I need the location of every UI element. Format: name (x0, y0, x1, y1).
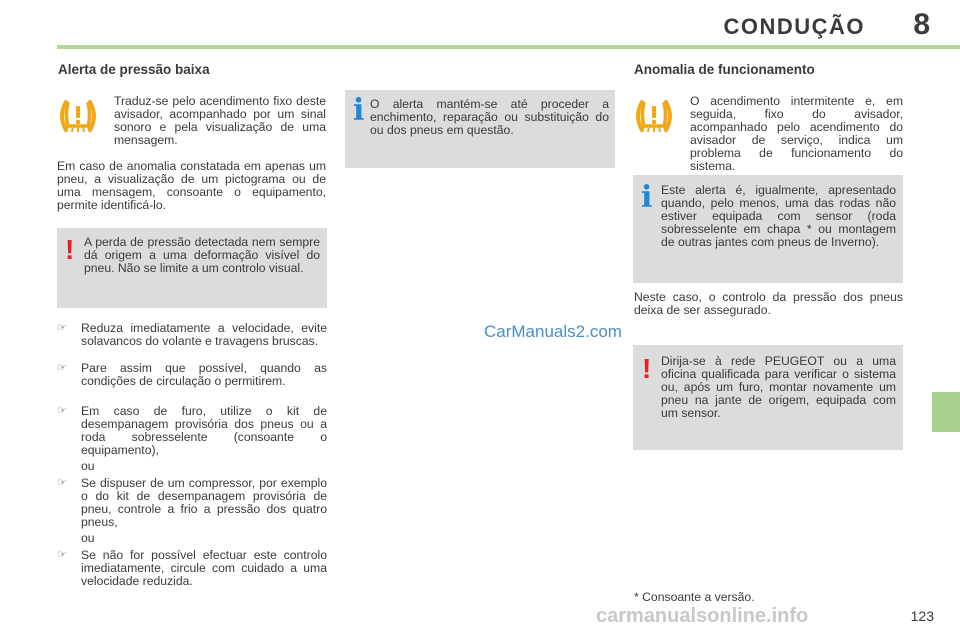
info-icon: i (641, 180, 653, 215)
list-item-text: Se dispuser de um compressor, por exemplo o do kit de desempanagem provisória de pneu, controle a frio a pressão dos quatro pneus, (81, 476, 327, 529)
low-pressure-intro: Traduz-se pelo acendimento fixo deste avisador, acompanhado por um sinal sonoro e pela visualização de uma mensagem. (114, 94, 326, 147)
info-box-right (633, 175, 903, 283)
page-number: 123 (910, 608, 934, 624)
info-icon: i (353, 93, 365, 128)
warning-box-left (57, 228, 327, 308)
warning-box-right-text: Dirija-se à rede PEUGEOT ou a uma oficina qualificada para verificar o sistema ou, após um furo, montar novamente um pneu na jante de origem, equipada com um sensor. (661, 354, 896, 420)
watermark: CarManuals2.com (484, 322, 622, 341)
malfunction-paragraph: Neste caso, o controlo da pressão dos pneus deixa de ser assegurado. (634, 290, 903, 317)
hand-pointer-icon: ☞ (57, 362, 67, 374)
warning-icon: ! (65, 234, 75, 265)
chapter-number: 8 (913, 8, 930, 41)
info-box-middle (345, 90, 615, 168)
tyre-pressure-warning-icon (56, 96, 100, 136)
hand-pointer-icon: ☞ (57, 322, 67, 334)
info-box-right-text: Este alerta é, igualmente, apresentado quando, pelo menos, uma das rodas não estiver equipada com sensor (roda sobresselente em chapa * ou montagem de outras jantes com pneus de Inverno). (661, 183, 896, 249)
warning-icon: ! (642, 353, 652, 384)
list-item (57, 549, 327, 589)
list-item (57, 405, 327, 457)
list-item-text: Reduza imediatamente a velocidade, evite solavancos do volante e travagens bruscas. (81, 321, 327, 348)
heading-low-pressure: Alerta de pressão baixa (58, 62, 210, 77)
low-pressure-paragraph: Em caso de anomalia constatada em apenas um pneu, a visualização de um pictograma ou de uma mensagem, consoante o equipamento, permite identificá-lo. (57, 159, 326, 212)
header-rule (57, 45, 960, 49)
malfunction-intro: O acendimento intermitente e, em seguida, fixo do avisador, acompanhado pelo acendimento do avisador de serviço, indica um problema de funcionamento do sistema. (690, 94, 903, 173)
or-connector: ou (81, 459, 95, 473)
hand-pointer-icon: ☞ (57, 477, 67, 489)
list-item (57, 362, 327, 402)
list-item (57, 477, 327, 529)
footnote: * Consoante a versão. (634, 590, 755, 604)
heading-malfunction: Anomalia de funcionamento (634, 62, 815, 77)
info-box-middle-text: O alerta mantém-se até proceder a enchimento, reparação ou substituição do ou dos pneus em questão. (370, 97, 609, 137)
list-item-text: Se não for possível efectuar este controlo imediatamente, circule com cuidado a uma velocidade reduzida. (81, 548, 327, 588)
hand-pointer-icon: ☞ (57, 549, 67, 561)
warning-box-right (633, 345, 903, 450)
list-item (57, 322, 327, 362)
list-item-text: Pare assim que possível, quando as condições de circulação o permitirem. (81, 361, 327, 388)
list-item-text: Em caso de furo, utilize o kit de desempanagem provisória dos pneus ou a roda sobresselente (consoante o equipamento), (81, 404, 327, 457)
warning-box-left-text: A perda de pressão detectada nem sempre dá origem a uma deformação visível do pneu. Não se limite a um controlo visual. (84, 235, 320, 275)
tyre-pressure-warning-icon (632, 96, 676, 136)
chapter-tab (932, 392, 960, 432)
chapter-title: CONDUÇÃO (723, 14, 865, 39)
footer-watermark: carmanualsonline.info (596, 605, 809, 627)
or-connector: ou (81, 531, 95, 545)
hand-pointer-icon: ☞ (57, 405, 67, 417)
